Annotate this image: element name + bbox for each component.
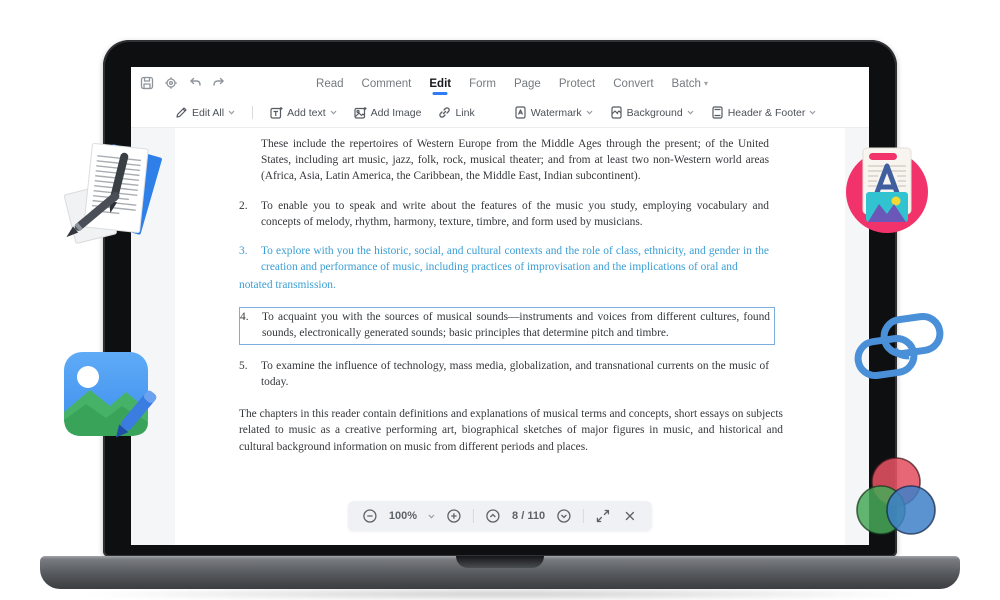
pencil-icon [175,106,188,119]
image-editor-icon [58,346,162,448]
link-button[interactable]: Link [438,106,474,119]
list-number: 3. [239,244,248,257]
list-item-5 [239,358,769,390]
laptop-base [40,556,960,589]
menu-convert[interactable]: Convert [613,77,654,90]
chevron-down-icon: ▾ [703,78,708,88]
chevron-down-icon [330,110,337,115]
list-text: To acquaint you with the sources of musical sounds—instruments and voices from different cultures, found sounds, electronically generated sounds; basic principles that determine pitch and timbre. [262,310,770,339]
add-text-icon [270,106,283,119]
menu-page[interactable]: Page [513,77,541,90]
add-image-button[interactable]: Add Image [354,106,422,119]
edit-toolbar [131,98,869,128]
paragraph-intro-continuation: These include the repertoires of Western Europe from the Middle Ages through the present; of the United States, including art music, jazz, folk, rock, musical theater; and from at least two non-Western world areas (Africa, Asia, Latin America, the Caribbean, the Middle East, Indian subcontinent). [261,138,769,183]
edit-all-button[interactable]: Edit All [175,106,235,119]
zoombar-divider [583,509,584,523]
documents-and-pens-icon [56,136,178,264]
close-icon[interactable] [622,508,638,524]
menu-edit[interactable]: Edit [429,76,451,90]
zoom-in-icon[interactable] [446,508,462,524]
active-tab-underline [433,92,448,95]
link-icon [438,106,451,119]
fullscreen-icon[interactable] [595,508,611,524]
list-item-2 [239,198,769,230]
page-indicator: 8 / 110 [512,510,546,522]
list-item-3-tail: notated transmission. [239,279,336,292]
menu-protect[interactable]: Protect [558,77,596,90]
list-number: 4. [240,310,249,323]
menu-form[interactable]: Form [469,77,496,90]
chevron-down-icon [687,110,694,115]
menu-batch[interactable]: Batch ▾ [671,77,708,90]
zoombar-divider [473,509,474,523]
laptop-lid-notch [456,556,544,568]
watermark-button[interactable]: Watermark [514,106,593,119]
chain-links-icon [850,310,946,384]
zoom-out-icon[interactable] [362,508,378,524]
menu-read[interactable]: Read [316,77,344,90]
menu-bar [131,67,869,98]
chevron-down-icon [809,110,816,115]
page-content [175,128,845,455]
text-selection-box[interactable] [239,307,775,345]
list-item-4 [240,309,770,341]
add-image-icon [354,106,367,119]
add-text-button[interactable]: Add text [270,106,337,119]
paragraph-closing: The chapters in this reader contain definitions and explanations of musical terms and concepts, short essays on subjects related to music as a creative performing art, biographical sketches of major figures in music, and historical and cultural background information on music from different periods and places. [239,408,783,453]
pdf-editor-window [131,67,869,545]
list-number: 2. [239,199,248,212]
rgb-color-circles-icon [851,452,941,546]
header-footer-button[interactable]: Header & Footer [711,106,817,119]
background-button[interactable]: Background [610,106,694,119]
zoom-page-bar [348,501,652,531]
background-icon [610,106,623,119]
header-footer-icon [711,106,724,119]
chevron-down-icon[interactable] [428,514,435,519]
page-down-icon[interactable] [556,508,572,524]
menu-comment[interactable]: Comment [361,77,412,90]
document-viewport[interactable] [131,128,869,545]
chevron-down-icon [228,110,235,115]
main-menu [143,67,869,98]
watermark-icon [514,106,527,119]
list-number: 5. [239,359,248,372]
list-text: To enable you to speak and write about the features of the music you study, employing vocabulary and concepts of melody, rhythm, harmony, texture, timbre, and form used by musicians. [261,199,769,228]
toolbar-divider [252,106,253,119]
list-text: To examine the influence of technology, mass media, globalization, and transnational currents on the music of today. [261,359,769,389]
page-up-icon[interactable] [485,508,501,524]
chevron-down-icon [586,110,593,115]
zoom-level: 100% [388,510,418,522]
text-image-design-icon [841,138,933,240]
list-text: To explore with you the historic, social, and cultural contexts and the role of class, ethnicity, and gender in the creation and performance of music, including practices of improvisation and the implications of oral and [261,244,769,274]
list-item-3-highlighted [239,243,769,275]
pdf-page[interactable] [175,128,845,545]
